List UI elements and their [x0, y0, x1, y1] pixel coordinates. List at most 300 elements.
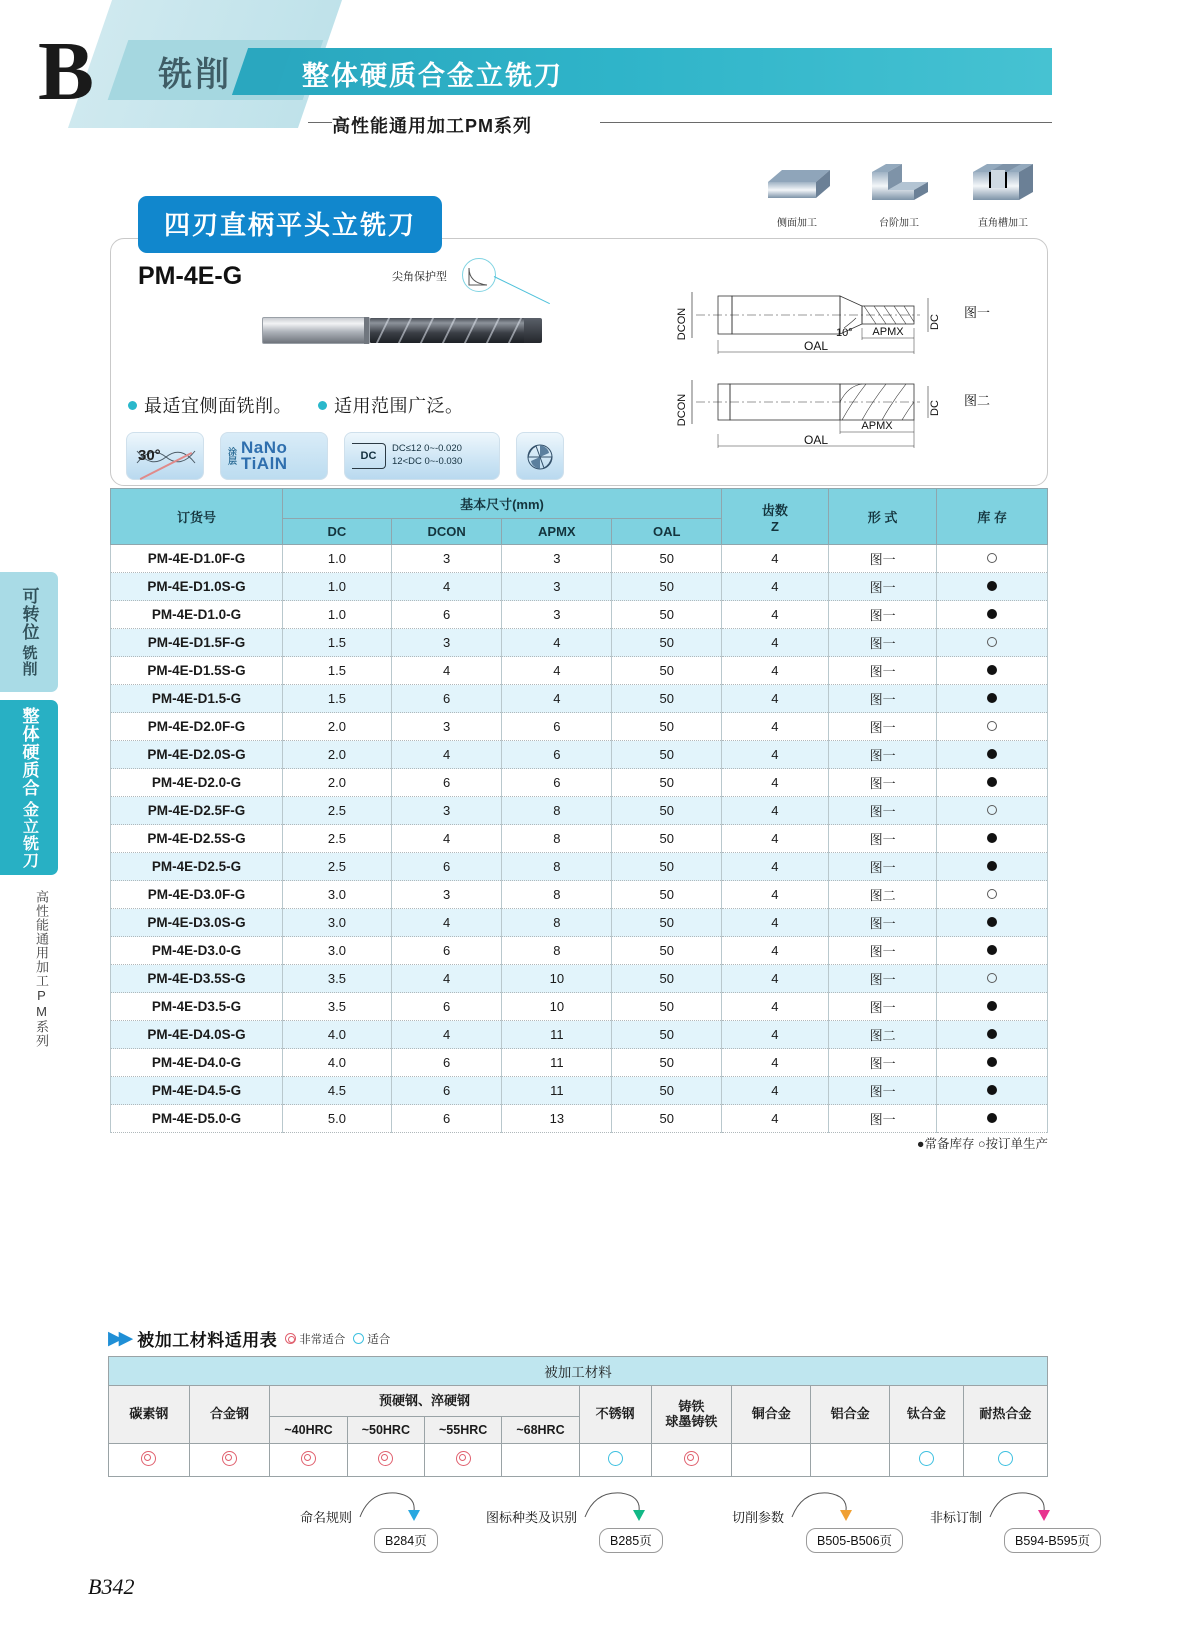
cell-dcon: 6	[391, 853, 501, 881]
col-basic-dims: 基本尺寸(mm)	[282, 489, 721, 519]
sidebar-tab1-line1: 可转位	[19, 587, 39, 641]
material-value-cell	[425, 1444, 502, 1477]
mat-col-titanium-alloy: 钛合金	[890, 1386, 964, 1444]
stock-filled-icon	[987, 917, 997, 927]
col-oal: OAL	[612, 519, 722, 545]
cell-teeth: 4	[722, 741, 829, 769]
cell-apmx: 10	[502, 993, 612, 1021]
stock-open-icon	[987, 973, 997, 983]
corner-protect-label: 尖角保护型	[392, 271, 447, 283]
cell-teeth: 4	[722, 657, 829, 685]
footer-link-arrow-icon	[356, 1485, 440, 1525]
feature-bullet-2-text: 适用范围广泛。	[334, 396, 464, 416]
cell-order-no: PM-4E-D3.0-G	[111, 937, 283, 965]
cell-dc: 3.0	[282, 881, 391, 909]
cell-form: 图一	[828, 937, 937, 965]
material-legend-very	[285, 1331, 345, 1347]
stock-open-icon	[987, 889, 997, 899]
cell-teeth: 4	[722, 797, 829, 825]
table-header-row-1	[111, 489, 1048, 519]
dc-tolerance-badge	[344, 432, 500, 480]
cell-stock	[937, 657, 1048, 685]
svg-text:10°: 10°	[836, 327, 853, 339]
cell-dcon: 3	[391, 881, 501, 909]
cell-order-no: PM-4E-D3.5S-G	[111, 965, 283, 993]
cell-oal: 50	[612, 825, 722, 853]
cell-teeth: 4	[722, 1105, 829, 1133]
cell-form: 图一	[828, 629, 937, 657]
cell-oal: 50	[612, 657, 722, 685]
footer-links	[300, 1489, 1091, 1549]
material-legend-very-label: 非常适合	[299, 1333, 346, 1346]
cell-apmx: 11	[502, 1049, 612, 1077]
stock-legend: ●常备库存 ○按订单生产	[916, 1137, 1048, 1151]
cell-apmx: 8	[502, 937, 612, 965]
sidebar-tab-solid-carbide[interactable]	[0, 700, 58, 875]
cell-form: 图一	[828, 797, 937, 825]
cell-dc: 3.5	[282, 965, 391, 993]
cell-form: 图一	[828, 685, 937, 713]
cell-apmx: 8	[502, 825, 612, 853]
cell-dcon: 6	[391, 1049, 501, 1077]
table-row	[111, 797, 1048, 825]
stock-filled-icon	[987, 861, 997, 871]
svg-text:DCON: DCON	[676, 393, 688, 427]
cell-dc: 2.0	[282, 741, 391, 769]
cell-stock	[937, 545, 1048, 573]
mat-col-cast-iron-line2: 球墨铸铁	[665, 1413, 718, 1429]
material-suitability-table	[108, 1356, 1048, 1477]
cell-order-no: PM-4E-D1.5-G	[111, 685, 283, 713]
flute-count-badge	[516, 432, 564, 480]
cell-teeth: 4	[722, 573, 829, 601]
cell-dcon: 6	[391, 993, 501, 1021]
cell-dcon: 6	[391, 769, 501, 797]
cell-order-no: PM-4E-D4.5-G	[111, 1077, 283, 1105]
table-row	[111, 573, 1048, 601]
spec-badges	[126, 432, 564, 480]
machining-icon-step-label: 台阶加工	[879, 218, 919, 229]
svg-text:DCON: DCON	[676, 307, 688, 341]
cell-apmx: 8	[502, 797, 612, 825]
material-value-cell	[270, 1444, 347, 1477]
cell-stock	[937, 741, 1048, 769]
cell-stock	[937, 1049, 1048, 1077]
cell-form: 图一	[828, 573, 937, 601]
cell-apmx: 10	[502, 965, 612, 993]
mat-col-carbon-steel: 碳素钢	[109, 1386, 190, 1444]
cell-oal: 50	[612, 1049, 722, 1077]
cell-apmx: 3	[502, 573, 612, 601]
single-circle-icon	[353, 1333, 364, 1344]
material-top-header: 被加工材料	[109, 1357, 1048, 1386]
cell-apmx: 6	[502, 713, 612, 741]
cell-dcon: 6	[391, 937, 501, 965]
cell-stock	[937, 825, 1048, 853]
machining-icons	[758, 158, 1048, 234]
footer-link-page[interactable]: B285页	[599, 1528, 663, 1553]
cell-apmx: 11	[502, 1021, 612, 1049]
cell-teeth: 4	[722, 685, 829, 713]
mat-col-copper-alloy: 铜合金	[732, 1386, 811, 1444]
table-row	[111, 629, 1048, 657]
stock-open-icon	[987, 805, 997, 815]
cell-oal: 50	[612, 1105, 722, 1133]
material-value-cell	[347, 1444, 424, 1477]
cell-dc: 2.5	[282, 797, 391, 825]
footer-link-label: 命名规则	[300, 1510, 353, 1525]
cell-order-no: PM-4E-D2.5F-G	[111, 797, 283, 825]
cell-form: 图一	[828, 825, 937, 853]
mat-col-50hrc: ~50HRC	[347, 1417, 424, 1444]
cell-apmx: 4	[502, 685, 612, 713]
side-machining-icon	[760, 158, 834, 208]
cell-oal: 50	[612, 993, 722, 1021]
subtitle-rule-right	[600, 122, 1052, 123]
footer-link-arrow-icon	[788, 1485, 872, 1525]
cell-form: 图一	[828, 769, 937, 797]
stock-filled-icon	[987, 1113, 997, 1123]
cell-dcon: 6	[391, 1105, 501, 1133]
stock-filled-icon	[987, 749, 997, 759]
cell-order-no: PM-4E-D3.5-G	[111, 993, 283, 1021]
col-stock: 库 存	[937, 489, 1048, 545]
table-row	[111, 545, 1048, 573]
cell-stock	[937, 1105, 1048, 1133]
cell-form: 图二	[828, 1021, 937, 1049]
cell-dc: 1.0	[282, 573, 391, 601]
cell-form: 图一	[828, 909, 937, 937]
cell-order-no: PM-4E-D2.0-G	[111, 769, 283, 797]
footer-link-label: 非标订制	[930, 1510, 983, 1525]
table-row	[111, 713, 1048, 741]
cell-oal: 50	[612, 909, 722, 937]
cell-dcon: 6	[391, 685, 501, 713]
dc-tolerance-line1: DC≤12 0~-0.020	[392, 443, 462, 455]
stock-filled-icon	[987, 1029, 997, 1039]
corner-protect-detail-icon	[462, 258, 496, 292]
table-row	[111, 769, 1048, 797]
cell-oal: 50	[612, 573, 722, 601]
cell-dcon: 4	[391, 1021, 501, 1049]
col-teeth-line1: 齿数	[761, 502, 788, 518]
cell-oal: 50	[612, 853, 722, 881]
table-row	[111, 741, 1048, 769]
cell-stock	[937, 1077, 1048, 1105]
cell-oal: 50	[612, 601, 722, 629]
footer-link-label: 切削参数	[732, 1510, 785, 1525]
table-row	[111, 1105, 1048, 1133]
cell-order-no: PM-4E-D3.0S-G	[111, 909, 283, 937]
double-circle-icon	[684, 1451, 699, 1466]
cell-apmx: 8	[502, 853, 612, 881]
cell-oal: 50	[612, 769, 722, 797]
cell-dcon: 3	[391, 545, 501, 573]
cell-dc: 2.0	[282, 769, 391, 797]
cell-teeth: 4	[722, 629, 829, 657]
single-circle-icon	[608, 1451, 623, 1466]
material-value-cell	[579, 1444, 651, 1477]
helix-angle-badge	[126, 432, 204, 480]
machining-icon-step	[860, 158, 938, 234]
cell-form: 图一	[828, 1077, 937, 1105]
table-row	[111, 1021, 1048, 1049]
section-category: 铣削	[158, 56, 232, 94]
cell-oal: 50	[612, 1077, 722, 1105]
cell-apmx: 8	[502, 881, 612, 909]
cell-teeth: 4	[722, 1049, 829, 1077]
table-row	[111, 601, 1048, 629]
cell-apmx: 11	[502, 1077, 612, 1105]
table-row	[111, 993, 1048, 1021]
coating-badge	[220, 432, 328, 480]
cell-stock	[937, 685, 1048, 713]
single-circle-icon	[919, 1451, 934, 1466]
stock-filled-icon	[987, 665, 997, 675]
cell-dc: 4.5	[282, 1077, 391, 1105]
material-section-header	[108, 1326, 390, 1351]
cell-dcon: 3	[391, 797, 501, 825]
stock-filled-icon	[987, 693, 997, 703]
sidebar-tab-indexable[interactable]	[0, 572, 58, 692]
bullet-dot-icon	[318, 401, 327, 410]
stock-open-icon	[987, 721, 997, 731]
cell-order-no: PM-4E-D3.0F-G	[111, 881, 283, 909]
col-order-no: 订货号	[111, 489, 283, 545]
tool-photo	[262, 305, 552, 357]
footer-link-arrow-icon	[986, 1485, 1070, 1525]
material-value-cell	[811, 1444, 890, 1477]
cell-teeth: 4	[722, 1077, 829, 1105]
cell-order-no: PM-4E-D1.0F-G	[111, 545, 283, 573]
cell-dc: 2.5	[282, 853, 391, 881]
cell-form: 图一	[828, 713, 937, 741]
cell-teeth: 4	[722, 601, 829, 629]
cell-dc: 2.5	[282, 825, 391, 853]
sidebar-tab2-line1: 整体硬质合	[19, 706, 39, 797]
cell-stock	[937, 909, 1048, 937]
cell-oal: 50	[612, 685, 722, 713]
feature-bullet-1-text: 最适宜侧面铣削。	[144, 396, 292, 416]
double-circle-icon	[285, 1333, 296, 1344]
cell-order-no: PM-4E-D4.0-G	[111, 1049, 283, 1077]
footer-link-page[interactable]: B594-B595页	[1004, 1528, 1101, 1553]
cell-order-no: PM-4E-D1.5F-G	[111, 629, 283, 657]
material-value-cell	[732, 1444, 811, 1477]
mat-col-cast-iron	[651, 1386, 732, 1444]
cell-form: 图一	[828, 1049, 937, 1077]
page-number: B342	[88, 1574, 135, 1599]
drawing-figure-1	[676, 276, 1006, 367]
col-apmx: APMX	[502, 519, 612, 545]
mat-col-stainless: 不锈钢	[579, 1386, 651, 1444]
cell-dcon: 3	[391, 713, 501, 741]
cell-stock	[937, 601, 1048, 629]
cell-oal: 50	[612, 741, 722, 769]
cell-apmx: 8	[502, 909, 612, 937]
cell-dcon: 4	[391, 965, 501, 993]
cell-form: 图一	[828, 601, 937, 629]
material-table-title: 被加工材料适用表	[137, 1331, 278, 1350]
header-subtitle: 高性能通用加工PM系列	[332, 116, 532, 136]
cell-oal: 50	[612, 937, 722, 965]
cell-dc: 3.5	[282, 993, 391, 1021]
cell-teeth: 4	[722, 713, 829, 741]
section-letter: B	[38, 25, 95, 118]
material-value-cell	[502, 1444, 579, 1477]
cell-stock	[937, 965, 1048, 993]
cell-apmx: 3	[502, 545, 612, 573]
cell-oal: 50	[612, 545, 722, 573]
page-header	[0, 0, 1200, 150]
cell-dcon: 4	[391, 657, 501, 685]
col-dcon: DCON	[391, 519, 501, 545]
cell-form: 图一	[828, 1105, 937, 1133]
col-teeth-line2: Z	[770, 518, 779, 534]
cell-form: 图一	[828, 657, 937, 685]
cell-order-no: PM-4E-D2.5-G	[111, 853, 283, 881]
cell-stock	[937, 573, 1048, 601]
footer-link-page[interactable]: B284页	[374, 1528, 438, 1553]
material-value-cell	[651, 1444, 732, 1477]
stock-filled-icon	[987, 1001, 997, 1011]
table-row	[111, 909, 1048, 937]
subtitle-rule-left	[308, 122, 332, 123]
sidebar-tab1-line2: 铣削	[20, 645, 38, 677]
mat-col-alloy-steel: 合金钢	[189, 1386, 270, 1444]
cell-stock	[937, 713, 1048, 741]
cell-order-no: PM-4E-D1.0S-G	[111, 573, 283, 601]
cell-teeth: 4	[722, 937, 829, 965]
four-flute-icon	[523, 439, 557, 473]
tool-shank	[262, 317, 370, 344]
cell-apmx: 3	[502, 601, 612, 629]
cell-dc: 3.0	[282, 937, 391, 965]
feature-bullet-2	[318, 392, 464, 418]
machining-icon-slot-label: 直角槽加工	[978, 218, 1028, 229]
double-chevron-icon: ▶▶	[108, 1328, 130, 1349]
cell-dcon: 6	[391, 1077, 501, 1105]
table-row	[111, 881, 1048, 909]
cell-apmx: 6	[502, 741, 612, 769]
cell-stock	[937, 853, 1048, 881]
double-circle-icon	[456, 1451, 471, 1466]
specification-table	[110, 488, 1048, 1133]
double-circle-icon	[378, 1451, 393, 1466]
cell-oal: 50	[612, 713, 722, 741]
cell-dcon: 3	[391, 629, 501, 657]
dc-tolerance-values	[392, 443, 462, 469]
tool-flute-body	[370, 318, 528, 343]
single-circle-icon	[998, 1451, 1013, 1466]
footer-link-arrow-icon	[581, 1485, 665, 1525]
cell-apmx: 4	[502, 629, 612, 657]
cell-order-no: PM-4E-D1.0-G	[111, 601, 283, 629]
cell-dc: 1.5	[282, 657, 391, 685]
sidebar-series-note: 高性能通用加工PM系列	[34, 890, 49, 1048]
cell-order-no: PM-4E-D4.0S-G	[111, 1021, 283, 1049]
double-circle-icon	[141, 1451, 156, 1466]
stock-filled-icon	[987, 945, 997, 955]
material-legend-ok-label: 适合	[367, 1333, 391, 1346]
cell-dcon: 4	[391, 825, 501, 853]
tool-tip	[524, 318, 542, 343]
stock-filled-icon	[987, 609, 997, 619]
cell-order-no: PM-4E-D2.5S-G	[111, 825, 283, 853]
step-machining-icon	[862, 158, 936, 208]
cell-teeth: 4	[722, 1021, 829, 1049]
cell-stock	[937, 629, 1048, 657]
col-form: 形 式	[828, 489, 937, 545]
machining-icon-side-label: 侧面加工	[777, 218, 817, 229]
col-dc: DC	[282, 519, 391, 545]
cell-oal: 50	[612, 629, 722, 657]
cell-order-no: PM-4E-D5.0-G	[111, 1105, 283, 1133]
stock-filled-icon	[987, 1085, 997, 1095]
cell-dc: 1.0	[282, 545, 391, 573]
figure-1-label: 图一	[964, 305, 991, 320]
cell-dc: 5.0	[282, 1105, 391, 1133]
product-code: PM-4E-G	[138, 262, 243, 290]
drawing-figure-2	[676, 368, 1006, 459]
cell-teeth: 4	[722, 993, 829, 1021]
square-slot-machining-icon	[965, 158, 1041, 208]
cell-teeth: 4	[722, 881, 829, 909]
stock-filled-icon	[987, 833, 997, 843]
machining-icon-slot	[962, 158, 1044, 234]
cell-teeth: 4	[722, 825, 829, 853]
cell-oal: 50	[612, 881, 722, 909]
cell-apmx: 4	[502, 657, 612, 685]
figure-2-label: 图二	[964, 393, 991, 408]
cell-teeth: 4	[722, 909, 829, 937]
cell-dc: 3.0	[282, 909, 391, 937]
cell-dc: 4.0	[282, 1021, 391, 1049]
stock-filled-icon	[987, 581, 997, 591]
cell-dcon: 6	[391, 601, 501, 629]
cell-form: 图一	[828, 545, 937, 573]
cell-form: 图二	[828, 881, 937, 909]
col-teeth	[722, 489, 829, 545]
cell-teeth: 4	[722, 769, 829, 797]
material-top-header-row	[109, 1357, 1048, 1386]
banner-title: 整体硬质合金立铣刀	[302, 61, 563, 91]
stock-filled-icon	[987, 1057, 997, 1067]
cell-stock	[937, 1021, 1048, 1049]
table-row	[111, 1077, 1048, 1105]
specification-table-body	[111, 545, 1048, 1133]
cell-dcon: 4	[391, 909, 501, 937]
cell-dc: 2.0	[282, 713, 391, 741]
cell-teeth: 4	[722, 545, 829, 573]
mat-col-heat-resistant-alloy: 耐热合金	[963, 1386, 1047, 1444]
table-row	[111, 825, 1048, 853]
cell-dc: 1.5	[282, 629, 391, 657]
stock-open-icon	[987, 637, 997, 647]
table-row	[111, 965, 1048, 993]
cell-dc: 1.5	[282, 685, 391, 713]
cell-form: 图一	[828, 993, 937, 1021]
cell-stock	[937, 797, 1048, 825]
feature-bullets	[128, 392, 464, 418]
footer-link-page[interactable]: B505-B506页	[806, 1528, 903, 1553]
cell-stock	[937, 937, 1048, 965]
mat-col-68hrc: ~68HRC	[502, 1417, 579, 1444]
material-values-row	[109, 1444, 1048, 1477]
sidebar-tab2-line2: 金立铣刀	[20, 800, 38, 869]
mat-col-40hrc: ~40HRC	[270, 1417, 347, 1444]
cell-dcon: 4	[391, 573, 501, 601]
